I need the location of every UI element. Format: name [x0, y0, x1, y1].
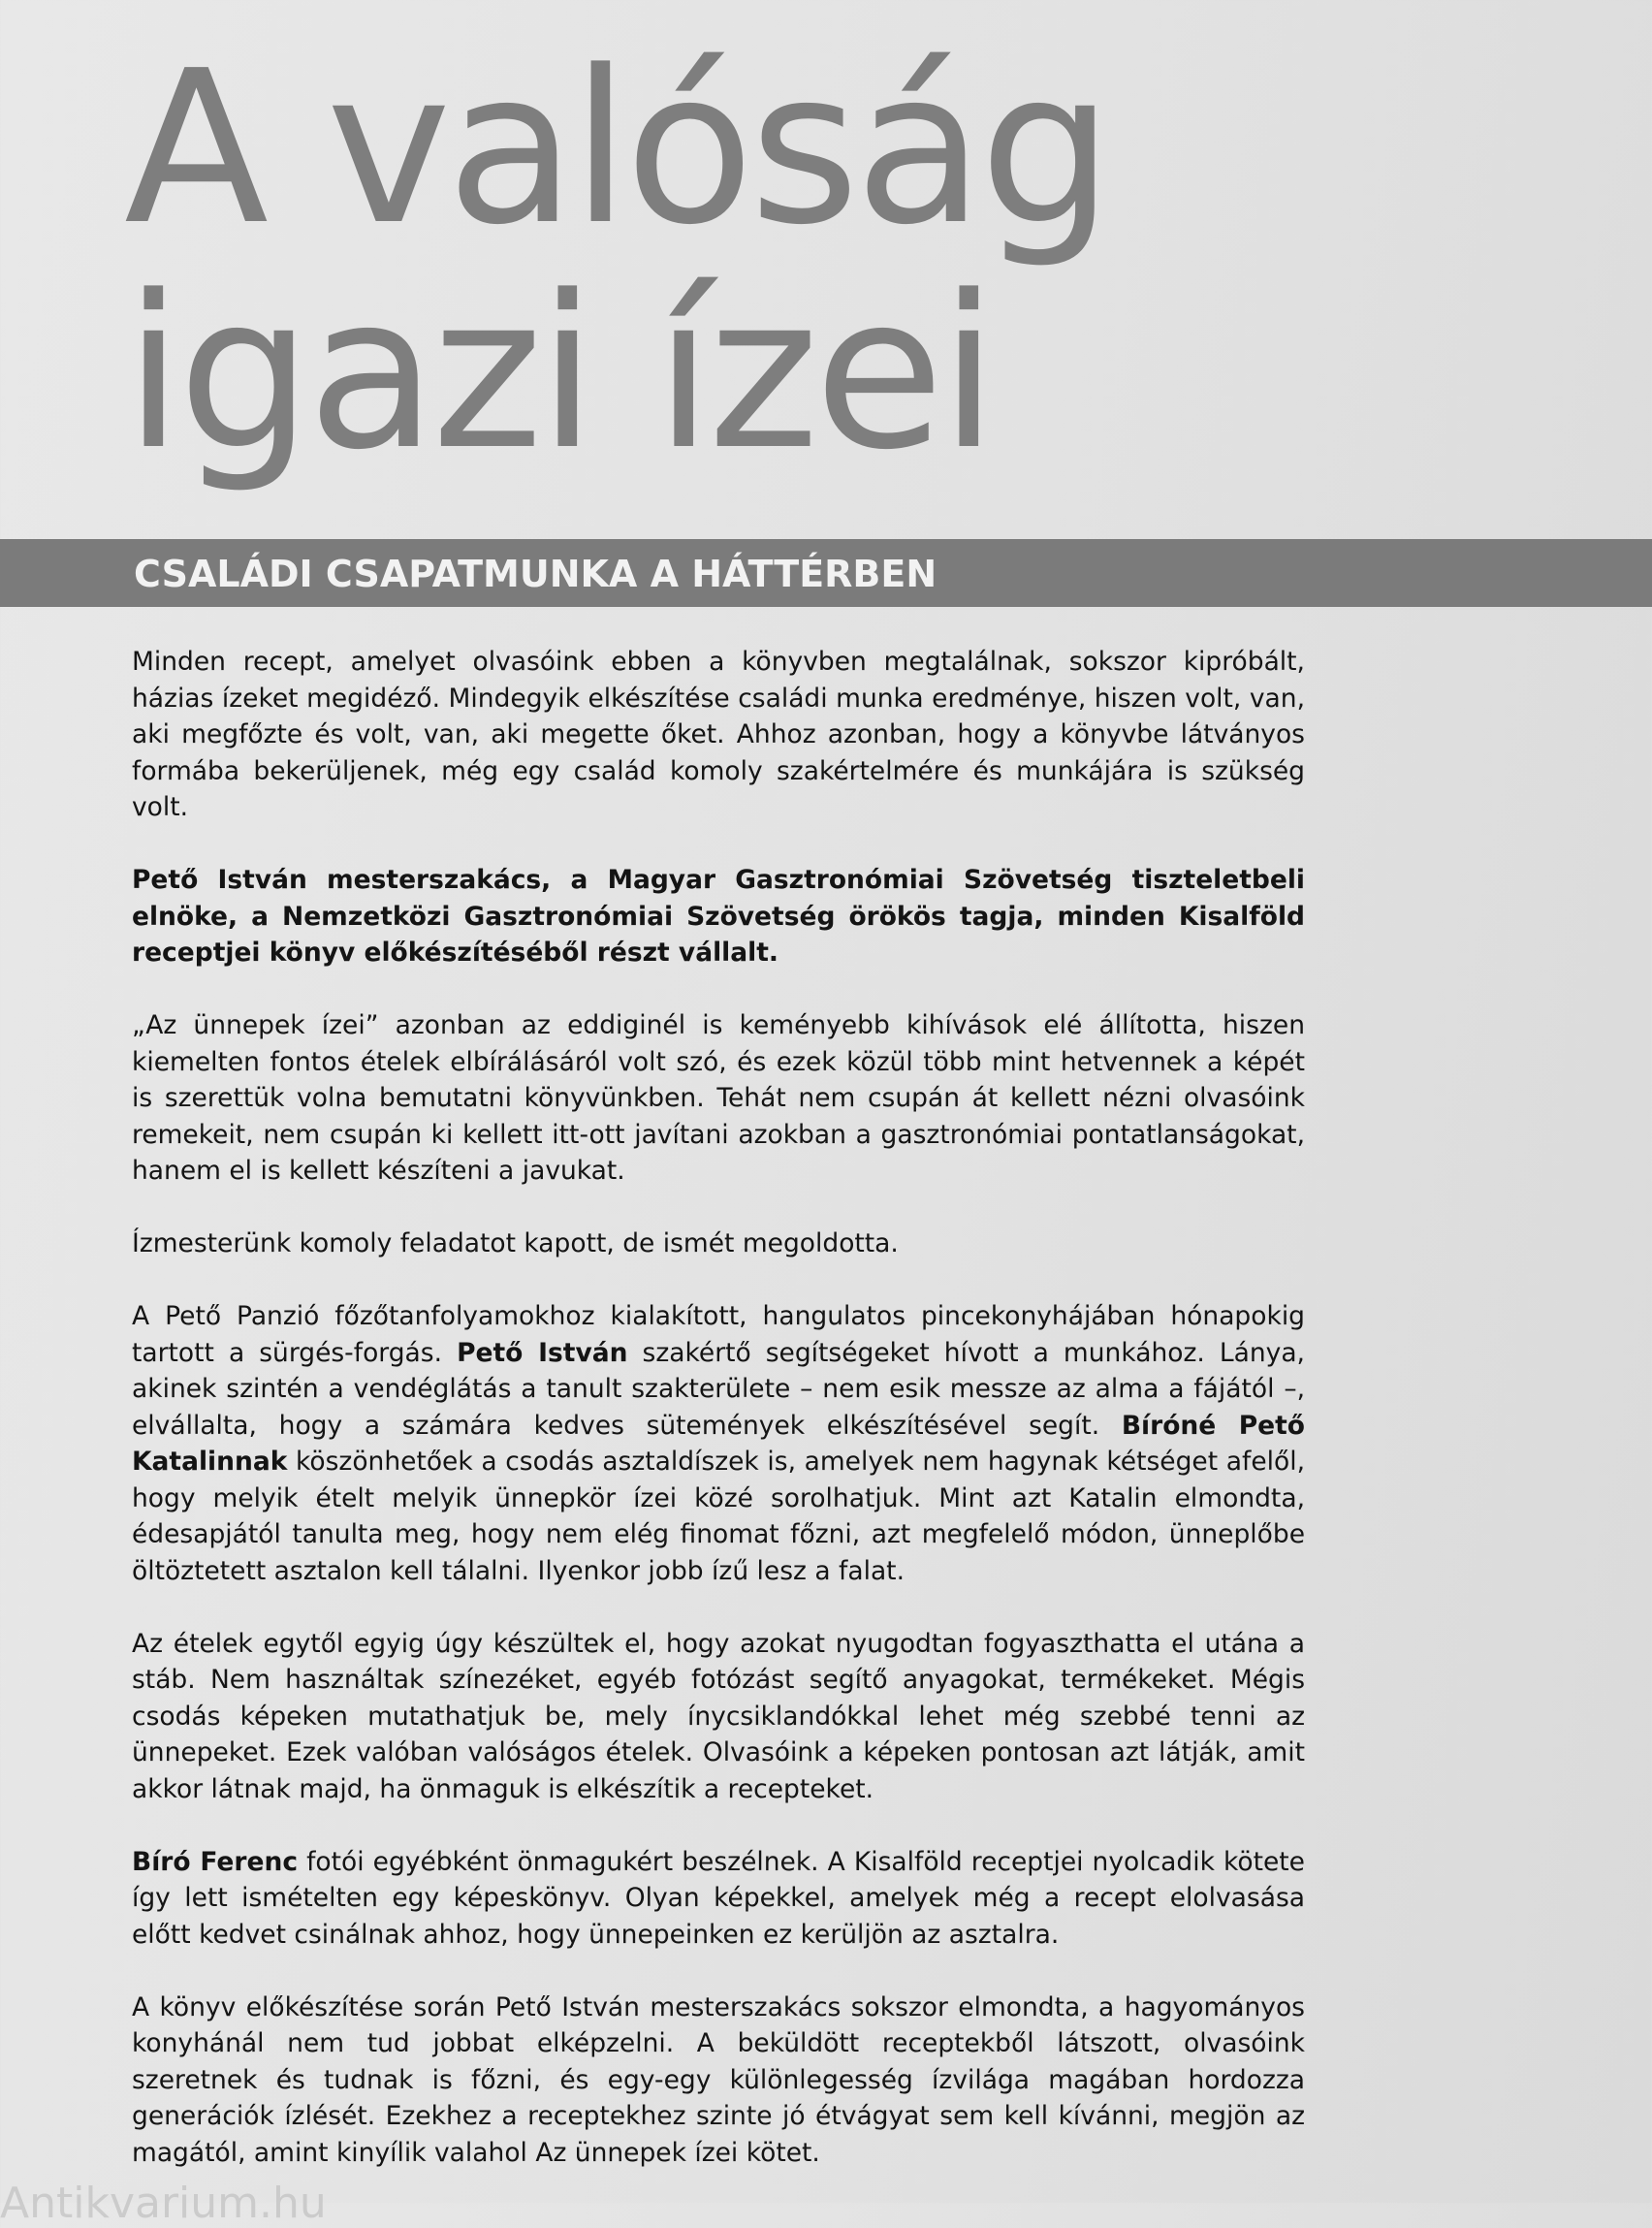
name-peto-istvan: Pető István: [457, 1337, 628, 1368]
paragraph-5-text-b: szakértő segítségeket hívott a munkához. Lánya, akinek szintén a vendéglátás a tanult szakterülete – nem esik messze az alma a fájától –, elvállalta, hogy a számára kedves sütemények elkészítésével segít.: [132, 1337, 1305, 1441]
paragraph-7-text: fotói egyébként önmagukért beszélnek. A Kisalföld receptjei nyolcadik kötete így lett ismételten egy képeskönyv. Olyan képekkel, amelyek még a recept elolvasása előtt kedvet csinálnak ahhoz, hogy ünnepeinken ez kerüljön az asztalra.: [132, 1846, 1305, 1950]
paragraph-3: „Az ünnepek ízei” azonban az eddiginél is keményebb kihívások elé állította, hiszen kiemelten fontos ételek elbírálásáról volt szó, és ezek közül több mint hetvennek a képét is szerettük volna bemutatni könyvünkben. Tehát nem csupán át kellett nézni olvasóink remekeit, nem csupán ki kellett itt-ott javítani azokban a gasztronómiai pontatlanságokat, hanem el is kellett készíteni a javukat.: [132, 1010, 1305, 1186]
title-line-2: igazi ízei: [124, 251, 994, 496]
paragraph-5: [132, 1298, 1305, 1589]
paragraph-2-bold: Pető István mesterszakács, a Magyar Gasztronómiai Szövetség tiszteletbeli elnöke, a Nemzetközi Gasztronómiai Szövetség örökös tagja, minden Kisalföld receptjei könyv előkészítéséből részt vállalt.: [132, 865, 1305, 968]
paragraph-1: Minden recept, amelyet olvasóink ebben a könyvben megtalálnak, sokszor kipróbált, házias ízeket megidéző. Mindegyik elkészítése családi munka eredménye, hiszen volt, van, aki megfőzte és volt, van, aki megette őket. Ahhoz azonban, hogy a könyvbe látványos formába bekerüljenek, még egy család komoly szakértelmére és munkájára is szükség volt.: [132, 647, 1305, 822]
paragraph-4: Ízmesterünk komoly feladatot kapott, de ismét megoldotta.: [132, 1228, 899, 1258]
section-heading: CSALÁDI CSAPATMUNKA A HÁTTÉRBEN: [134, 553, 937, 595]
article-body: [132, 644, 1305, 2208]
name-birone-peto-katalin: Bíróné Pető Katalinnak: [132, 1410, 1306, 1477]
section-banner: [0, 539, 1652, 607]
paragraph-6: Az ételek egytől egyig úgy készültek el, hogy azokat nyugodtan fogyaszthatta el utána a stáb. Nem használtak színezéket, egyéb fotózást segítő anyagokat, termékeket. Mégis csodás képeken mutathatjuk be, mely ínycsiklandókkal lehet még szebbé tenni az ünnepeket. Ezek valóban valóságos ételek. Olvasóink a képeken pontosan azt látják, amit akkor látnak majd, ha önmaguk is elkészítik a recepteket.: [132, 1628, 1305, 1804]
watermark: Antikvarium.hu: [0, 2179, 327, 2228]
paragraph-8: A könyv előkészítése során Pető István mesterszakács sokszor elmondta, a hagyományos konyhánál nem tud jobbat elképzelni. A beküldött receptekből látszott, olvasóink szeretnek és tudnak is főzni, és egy-egy különlegesség ízvilága magában hordozza generációk ízlését. Ezekhez a receptekhez szinte jó étvágyat sem kell kívánni, megjön az magától, amint kinyílik valahol Az ünnepek ízei kötet.: [132, 1991, 1305, 2168]
paragraph-7: [132, 1844, 1305, 1954]
title-line-1: A valóság: [124, 26, 1109, 271]
name-biro-ferenc: Bíró Ferenc: [132, 1846, 299, 1877]
page-title: [124, 26, 1109, 496]
paragraph-5-text-a: A Pető Panzió főzőtanfolyamokhoz kialakított, hangulatos pincekonyhájában hónapokig tartott a sürgés-forgás.: [132, 1301, 1305, 1368]
paragraph-5-text-c: köszönhetőek a csodás asztaldíszek is, amelyek nem hagynak kétséget afelől, hogy melyik ételt melyik ünnepkör ízei közé sorolhatjuk. Mint azt Katalin elmondta, édesapjától tanulta meg, hogy nem elég finomat főzni, azt megfelelő módon, ünneplőbe öltöztetett asztalon kell tálalni. Ilyenkor jobb ízű lesz a falat.: [132, 1447, 1305, 1586]
